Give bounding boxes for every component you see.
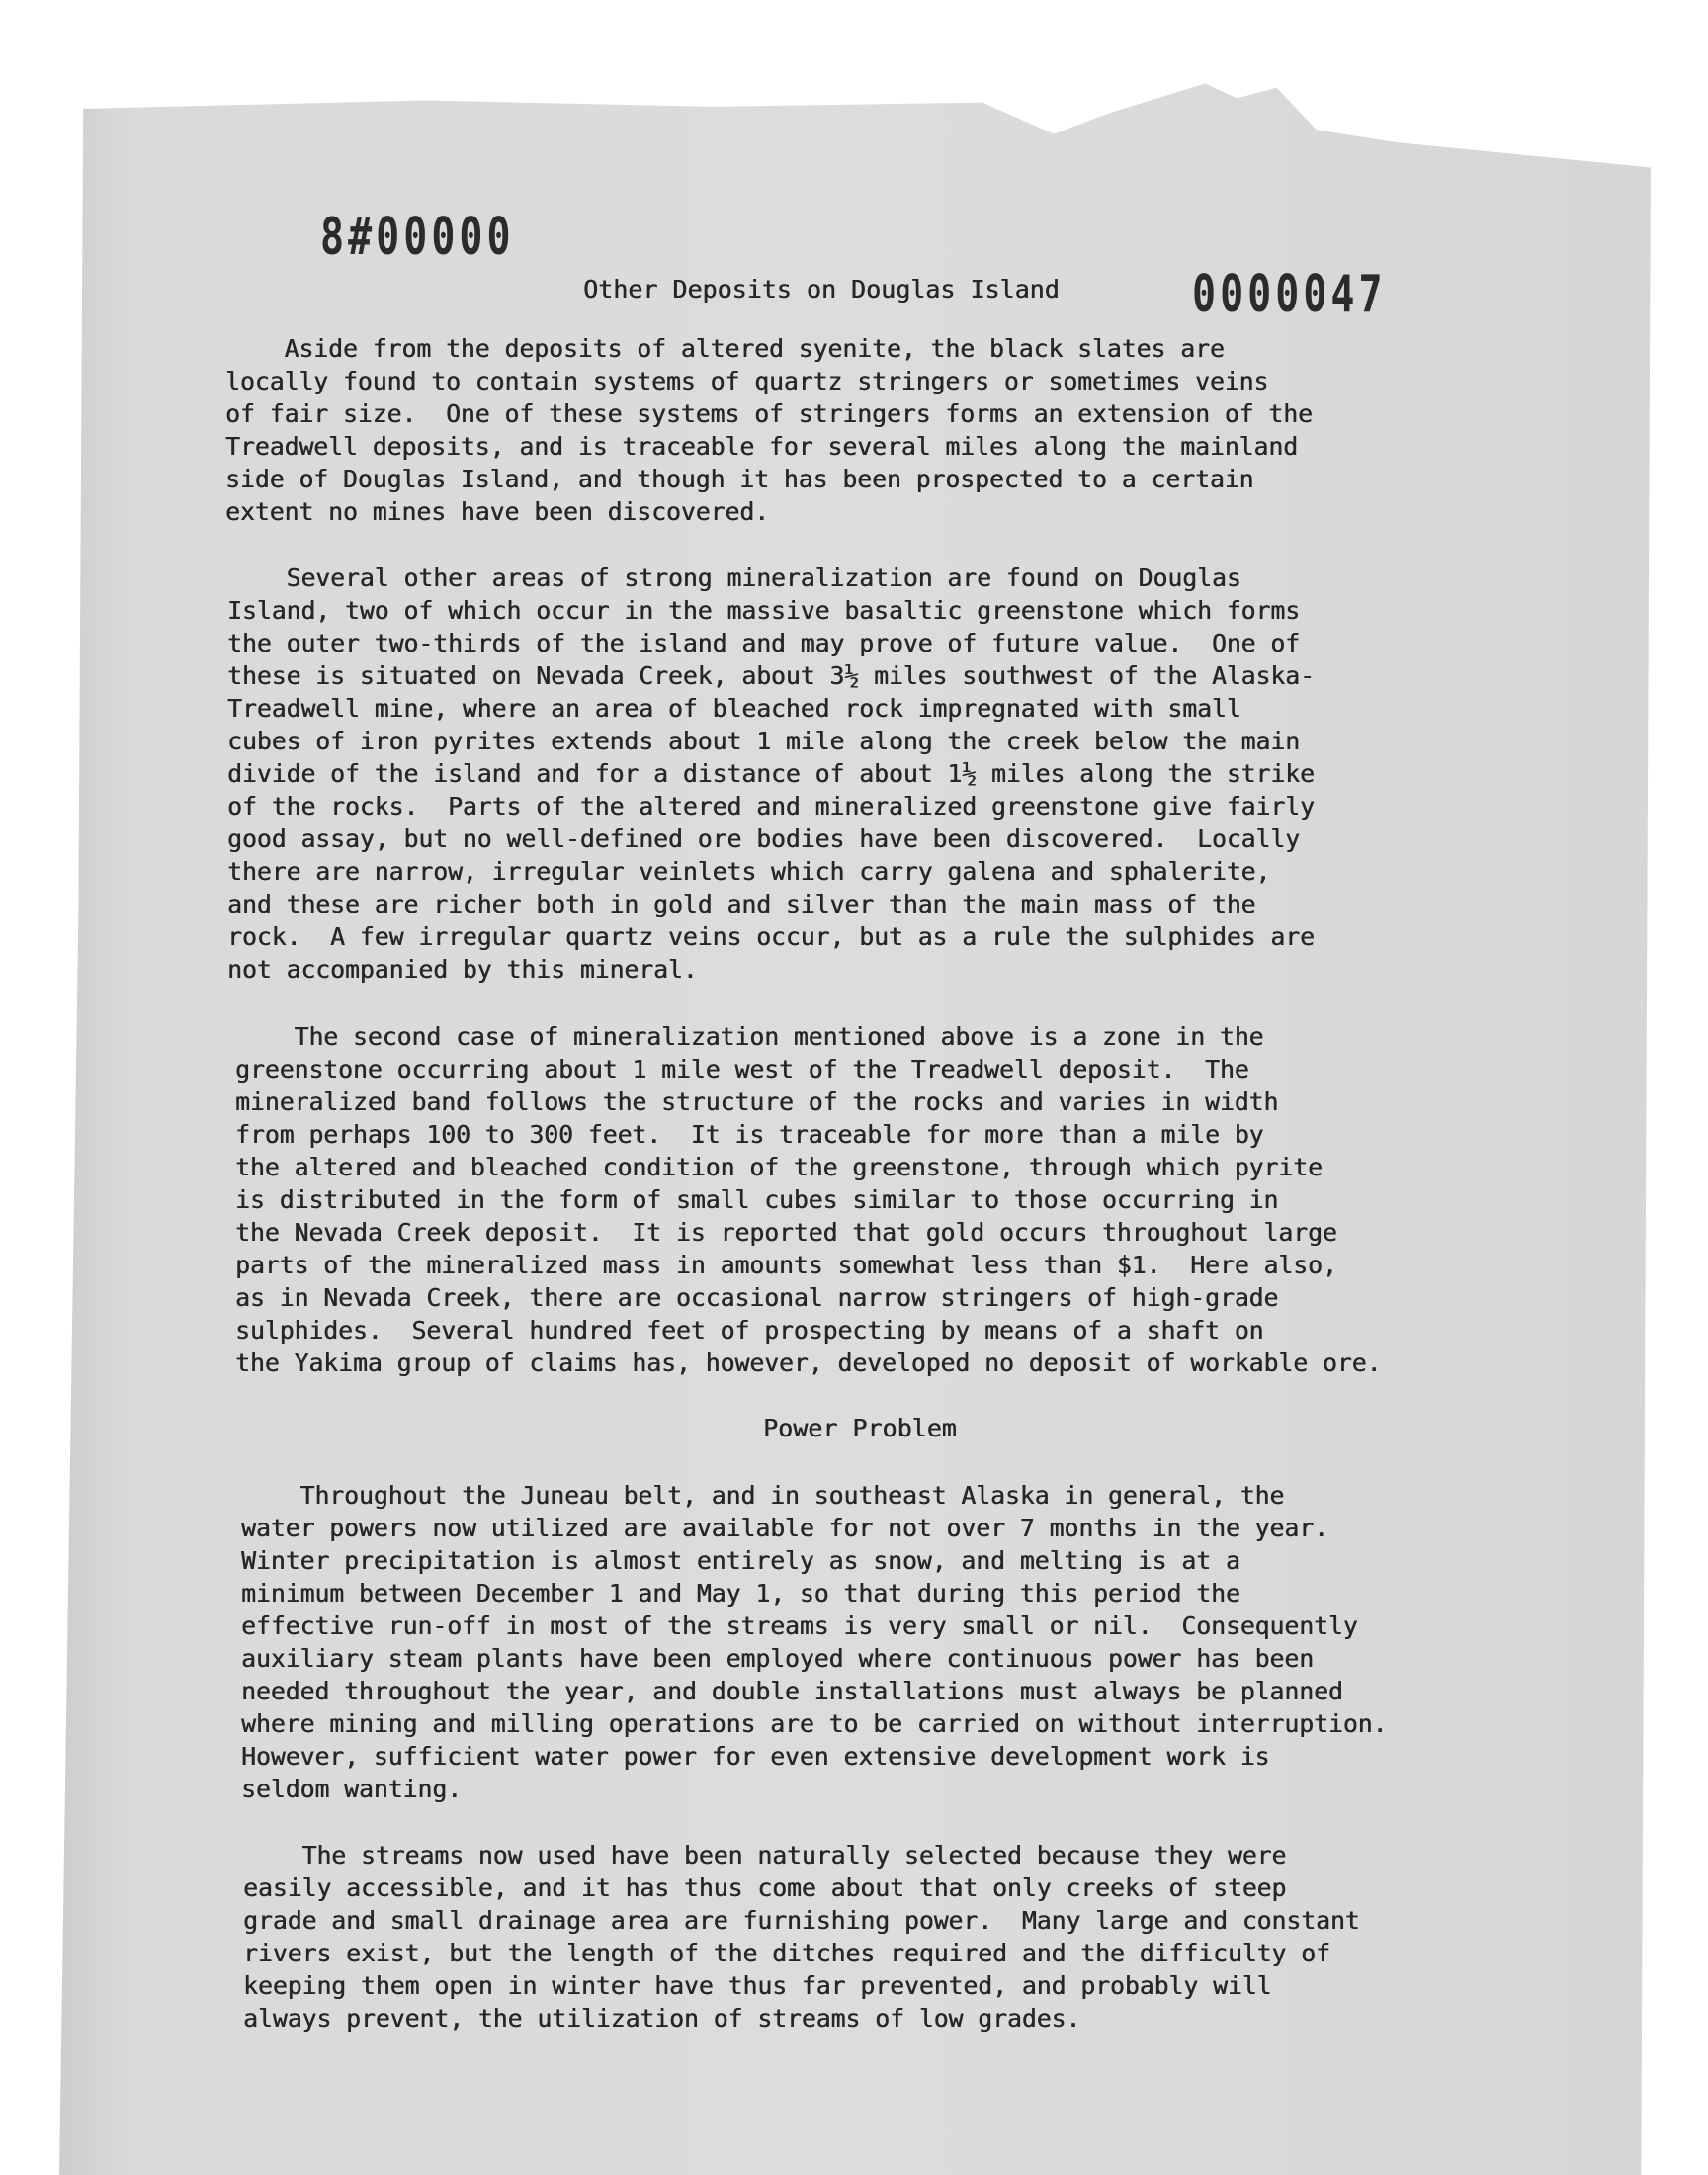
text-line: where mining and milling operations are to be carried on without interruption. bbox=[241, 1709, 1388, 1738]
text-line: the Nevada Creek deposit. It is reported that gold occurs throughout large bbox=[235, 1218, 1337, 1247]
text-line: and these are richer both in gold and silver than the main mass of the bbox=[227, 890, 1256, 918]
text-line: not accompanied by this mineral. bbox=[227, 955, 698, 984]
text-line: from perhaps 100 to 300 feet. It is traceable for more than a mile by bbox=[235, 1120, 1264, 1149]
text-line: these is situated on Nevada Creek, about 3½ miles southwest of the Alaska- bbox=[227, 661, 1315, 690]
text-line: keeping them open in winter have thus far prevented, and probably will bbox=[243, 1971, 1272, 2000]
text-line: there are narrow, irregular veinlets which carry galena and sphalerite, bbox=[227, 857, 1271, 886]
paragraph-second-case-mineralization bbox=[235, 1020, 1381, 1379]
document-number-stamp-left: 8#00000 bbox=[320, 208, 515, 267]
document-title: Other Deposits on Douglas Island bbox=[583, 275, 1060, 304]
text-line: is distributed in the form of small cubes similar to those occurring in bbox=[235, 1185, 1279, 1214]
text-line: of fair size. One of these systems of stringers forms an extension of the bbox=[225, 399, 1313, 428]
text-line: mineralized band follows the structure of the rocks and varies in width bbox=[235, 1088, 1279, 1116]
text-line: Throughout the Juneau belt, and in southeast Alaska in general, the bbox=[241, 1481, 1285, 1510]
text-line: rock. A few irregular quartz veins occur, but as a rule the sulphides are bbox=[227, 922, 1315, 951]
text-line: divide of the island and for a distance of about 1½ miles along the strike bbox=[227, 759, 1315, 788]
text-line: sulphides. Several hundred feet of prospecting by means of a shaft on bbox=[235, 1316, 1264, 1345]
text-line: side of Douglas Island, and though it has been prospected to a certain bbox=[225, 465, 1254, 493]
text-line: locally found to contain systems of quartz stringers or sometimes veins bbox=[225, 367, 1269, 395]
text-line: good assay, but no well-defined ore bodies have been discovered. Locally bbox=[227, 825, 1301, 853]
text-line: Treadwell deposits, and is traceable for several miles along the mainland bbox=[225, 432, 1299, 461]
text-line: the outer two-thirds of the island and may prove of future value. One of bbox=[227, 629, 1301, 657]
text-line: water powers now utilized are available for not over 7 months in the year. bbox=[241, 1514, 1328, 1542]
text-line: Aside from the deposits of altered syenite, the black slates are bbox=[225, 334, 1225, 363]
document-number-stamp-right: 0000047 bbox=[1192, 265, 1387, 324]
text-line: Treadwell mine, where an area of bleached rock impregnated with small bbox=[227, 694, 1241, 723]
text-line: greenstone occurring about 1 mile west of the Treadwell deposit. The bbox=[235, 1055, 1249, 1084]
section-title: Power Problem bbox=[763, 1414, 957, 1442]
text-line: Island, two of which occur in the massive basaltic greenstone which forms bbox=[227, 596, 1301, 625]
text-line: minimum between December 1 and May 1, so that during this period the bbox=[241, 1579, 1240, 1608]
paragraph-juneau-belt-water-powers bbox=[241, 1479, 1387, 1805]
text-line: needed throughout the year, and double installations must always be planned bbox=[241, 1677, 1343, 1705]
text-line: easily accessible, and it has thus come about that only creeks of steep bbox=[243, 1873, 1287, 1902]
text-line: grade and small drainage area are furnishing power. Many large and constant bbox=[243, 1906, 1360, 1935]
text-line: parts of the mineralized mass in amounts somewhat less than $1. Here also, bbox=[235, 1251, 1337, 1279]
text-line: the Yakima group of claims has, however, developed no deposit of workable ore. bbox=[235, 1348, 1382, 1377]
text-line: The second case of mineralization mentioned above is a zone in the bbox=[235, 1022, 1264, 1051]
text-line: However, sufficient water power for even extensive development work is bbox=[241, 1742, 1270, 1771]
text-line: cubes of iron pyrites extends about 1 mile along the creek below the main bbox=[227, 727, 1301, 755]
text-line: auxiliary steam plants have been employed where continuous power has been bbox=[241, 1644, 1315, 1673]
text-line: The streams now used have been naturally selected because they were bbox=[243, 1841, 1287, 1870]
paragraph-other-mineralization-areas bbox=[227, 562, 1315, 986]
text-line: extent no mines have been discovered. bbox=[225, 497, 769, 526]
paragraph-streams-now-used bbox=[243, 1839, 1360, 2035]
text-line: rivers exist, but the length of the ditches required and the difficulty of bbox=[243, 1939, 1330, 1967]
text-line: the altered and bleached condition of the greenstone, through which pyrite bbox=[235, 1153, 1323, 1181]
paragraph-aside-from-syenite bbox=[225, 332, 1313, 528]
text-line: effective run-off in most of the streams is very small or nil. Consequently bbox=[241, 1611, 1358, 1640]
text-line: of the rocks. Parts of the altered and mineralized greenstone give fairly bbox=[227, 792, 1315, 821]
text-line: Several other areas of strong mineralization are found on Douglas bbox=[227, 564, 1241, 592]
text-line: seldom wanting. bbox=[241, 1775, 462, 1803]
text-line: Winter precipitation is almost entirely as snow, and melting is at a bbox=[241, 1546, 1240, 1575]
text-line: as in Nevada Creek, there are occasional narrow stringers of high-grade bbox=[235, 1283, 1279, 1312]
text-line: always prevent, the utilization of streams of low grades. bbox=[243, 2004, 1081, 2033]
